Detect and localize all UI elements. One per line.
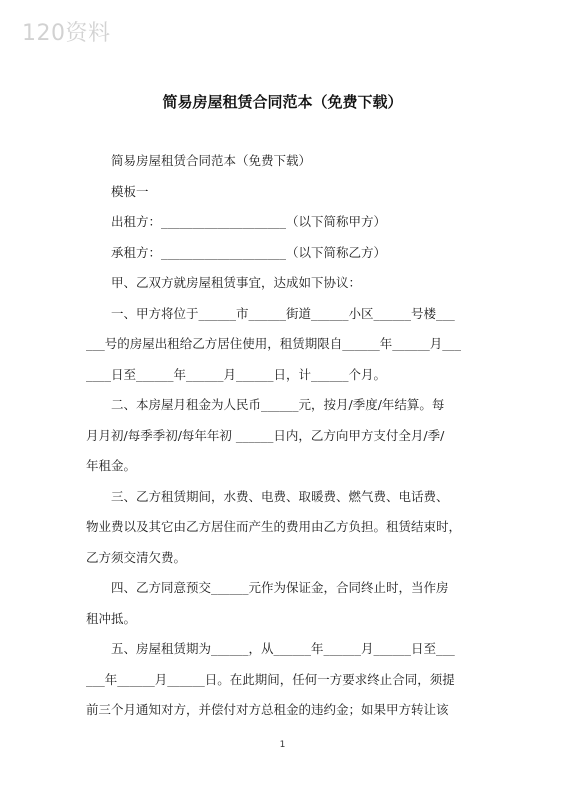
- clause-5-line-2: ___年______月______日。在此期间，任何一方要求终止合同，须提: [86, 671, 455, 687]
- document-title: 简易房屋租赁合同范本（免费下载）: [162, 93, 403, 111]
- lessee-line: 承租方：____________________（以下简称乙方）: [111, 244, 387, 260]
- agreement-intro: 甲、乙双方就房屋租赁事宜，达成如下协议：: [111, 275, 362, 290]
- clause-5-line-3: 前三个月通知对方，并偿付对方总租金的违约金；如果甲方转让该: [86, 702, 449, 717]
- lessor-line: 出租方：____________________（以下简称甲方）: [111, 214, 387, 229]
- clause-1-line-3: ____日至______年______月______日，计______个月。: [86, 366, 387, 382]
- clause-2-line-3: 年租金。: [86, 458, 137, 473]
- clause-5-line-1: 五、房屋租赁期为______，从______年______月______日至___: [111, 641, 455, 656]
- clause-1-line-2: ___号的房屋出租给乙方居住使用，租赁期限自______年______月___: [86, 336, 462, 351]
- clause-3-line-1: 三、乙方租赁期间，水费、电费、取暖费、燃气费、电话费、: [111, 488, 449, 504]
- subtitle-line: 简易房屋租赁合同范本（免费下载）: [111, 153, 312, 168]
- clause-4-line-1: 四、乙方同意预交______元作为保证金，合同终止时，当作房: [111, 580, 449, 595]
- clause-4-line-2: 租冲抵。: [86, 610, 137, 626]
- clause-3-line-2: 物业费以及其它由乙方居住而产生的费用由乙方负担。租赁结束时，: [86, 519, 462, 534]
- clause-2-line-2: 月月初/每季季初/每年年初 ______日内，乙方向甲方支付全月/季/: [86, 427, 445, 443]
- document-body: [86, 146, 486, 726]
- clause-1-line-1: 一、甲方将位于______市______街道______小区______号楼___: [111, 305, 455, 321]
- clause-2-line-1: 二、本房屋月租金为人民币______元，按月/季度/年结算。每: [111, 397, 445, 412]
- watermark: 120资料: [22, 21, 111, 46]
- template-label: 模板一: [111, 183, 149, 199]
- page-number: 1: [279, 740, 286, 750]
- clause-3-line-3: 乙方须交清欠费。: [86, 549, 187, 565]
